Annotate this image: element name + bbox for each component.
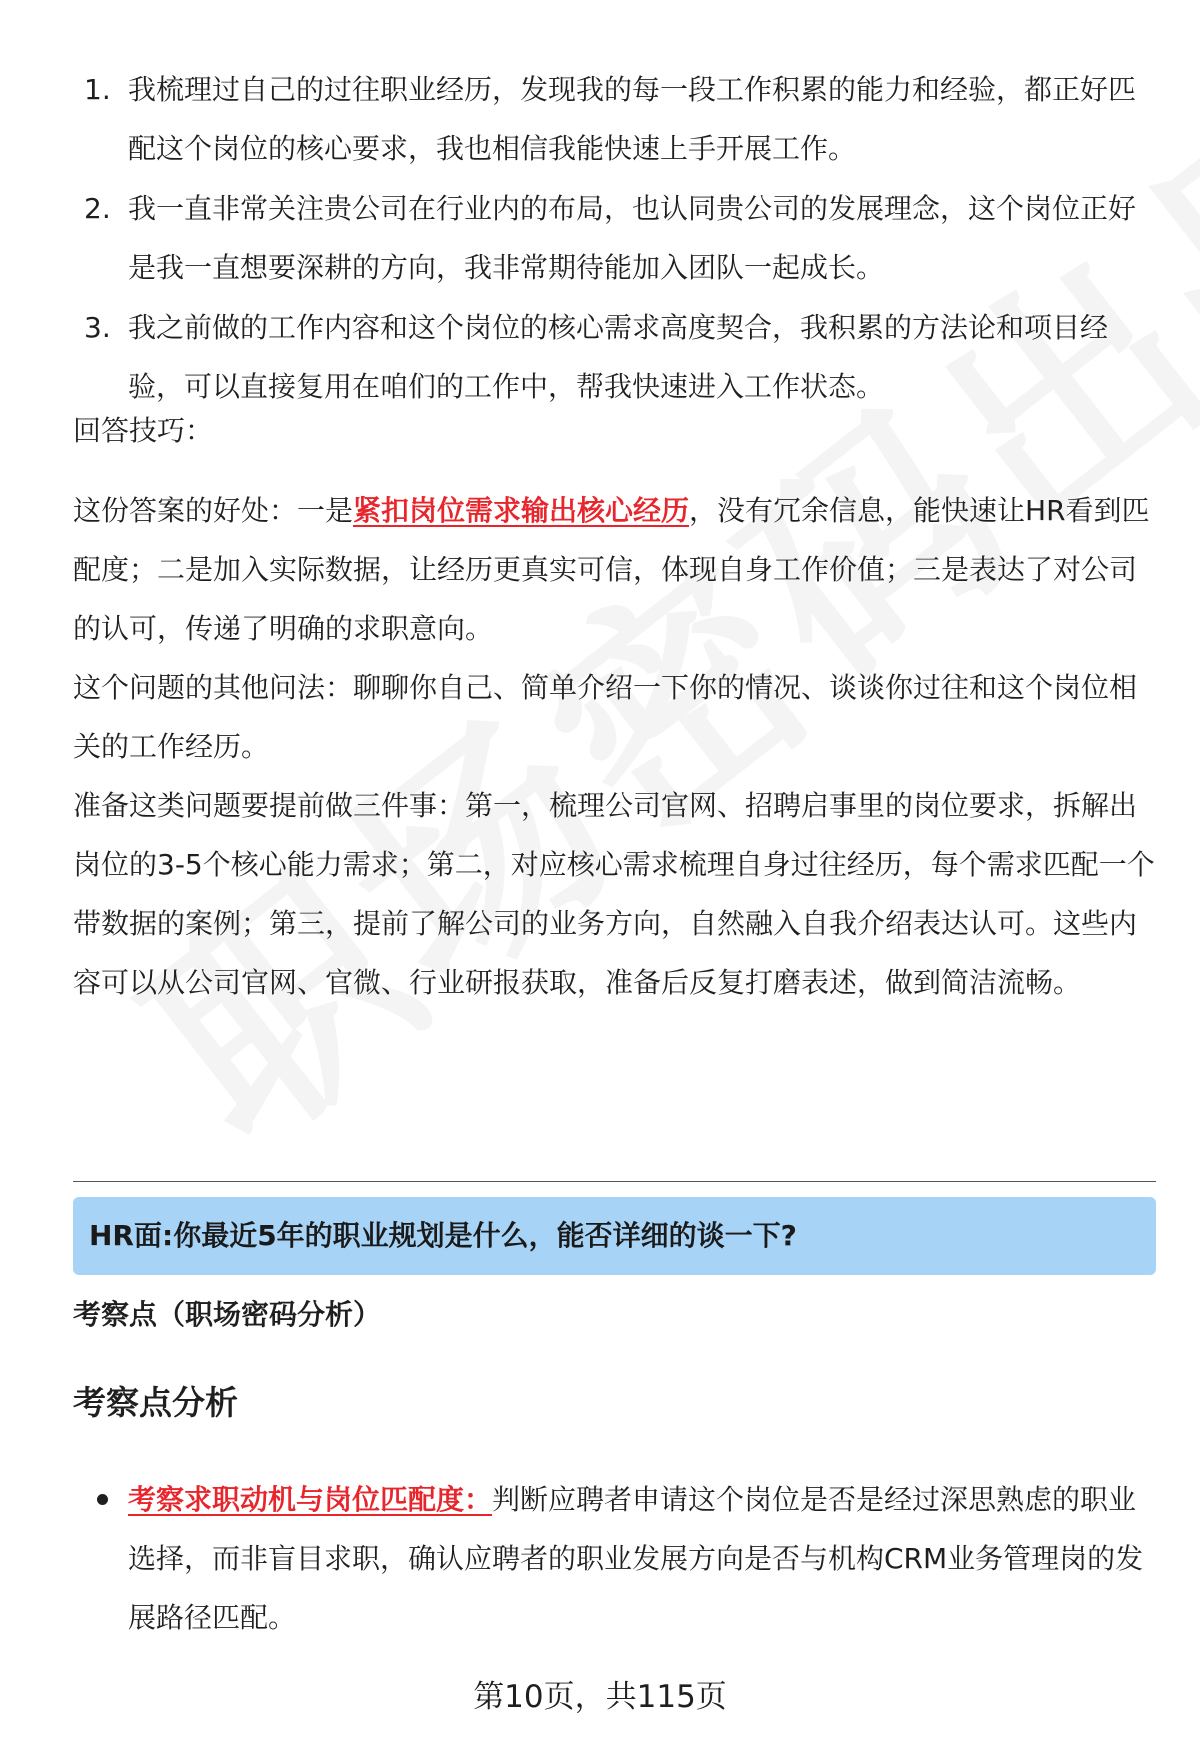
bullet-highlight: 考察求职动机与岗位匹配度：: [128, 1483, 493, 1516]
sub-heading: 考察点（职场密码分析）: [73, 1298, 382, 1331]
section-heading: 考察点分析: [73, 1383, 238, 1422]
paragraph-other-questions: 这个问题的其他问法：聊聊你自己、简单介绍一下你的情况、谈谈你过往和这个岗位相关的工作经历。: [73, 671, 1138, 763]
list-item-number: 3.: [84, 311, 111, 344]
tips-heading: 回答技巧：: [73, 414, 214, 447]
bullet-item: [95, 1470, 1160, 1647]
section-divider: [73, 1181, 1156, 1182]
bullet-text: 判断应聘者申请这个岗位是否是经过深思熟虑的职业选择，而非盲目求职，确认应聘者的职业发展方向是否与机构CRM业务管理岗的发展路径匹配。: [128, 1483, 1144, 1634]
paragraph-benefit-suffix: ，没有冗余信息，能快速让HR看到匹配度；二是加入实际数据，让经历更真实可信，体现自身工作价值；三是表达了对公司的认可，传递了明确的求职意向。: [73, 494, 1150, 645]
numbered-list: [84, 60, 1154, 417]
paragraph-benefit-prefix: 这份答案的好处：一是: [73, 494, 354, 527]
page-number-footer: 第10页，共115页: [473, 1679, 727, 1715]
list-item: [84, 60, 1154, 178]
bullet-list: [95, 1470, 1160, 1647]
paragraph-preparation: 准备这类问题要提前做三件事：第一，梳理公司官网、招聘启事里的岗位要求，拆解出岗位的3-5个核心能力需求；第二，对应核心需求梳理自身过往经历，每个需求匹配一个带数据的案例；第三，提前了解公司的业务方向，自然融入自我介绍表达认可。这些内容可以从公司官网、官微、行业研报获取，准备后反复打磨表述，做到简洁流畅。: [73, 789, 1155, 999]
question-box: HR面:你最近5年的职业规划是什么，能否详细的谈一下?: [73, 1197, 1156, 1275]
list-item-text: 我一直非常关注贵公司在行业内的布局，也认同贵公司的发展理念，这个岗位正好是我一直想要深耕的方向，我非常期待能加入团队一起成长。: [128, 192, 1137, 284]
highlight-key-phrase: 紧扣岗位需求输出核心经历: [353, 494, 690, 527]
list-item: [84, 298, 1154, 416]
paragraph-benefit: [73, 481, 1158, 658]
list-item-text: 我之前做的工作内容和这个岗位的核心需求高度契合，我积累的方法论和项目经验，可以直接复用在咱们的工作中，帮我快速进入工作状态。: [128, 311, 1109, 403]
list-item-number: 1.: [84, 73, 111, 106]
list-item: [84, 179, 1154, 297]
list-item-number: 2.: [84, 192, 111, 225]
list-item-text: 我梳理过自己的过往职业经历，发现我的每一段工作积累的能力和经验，都正好匹配这个岗位的核心要求，我也相信我能快速上手开展工作。: [128, 73, 1137, 165]
bullet-dot-icon: [97, 1494, 108, 1505]
